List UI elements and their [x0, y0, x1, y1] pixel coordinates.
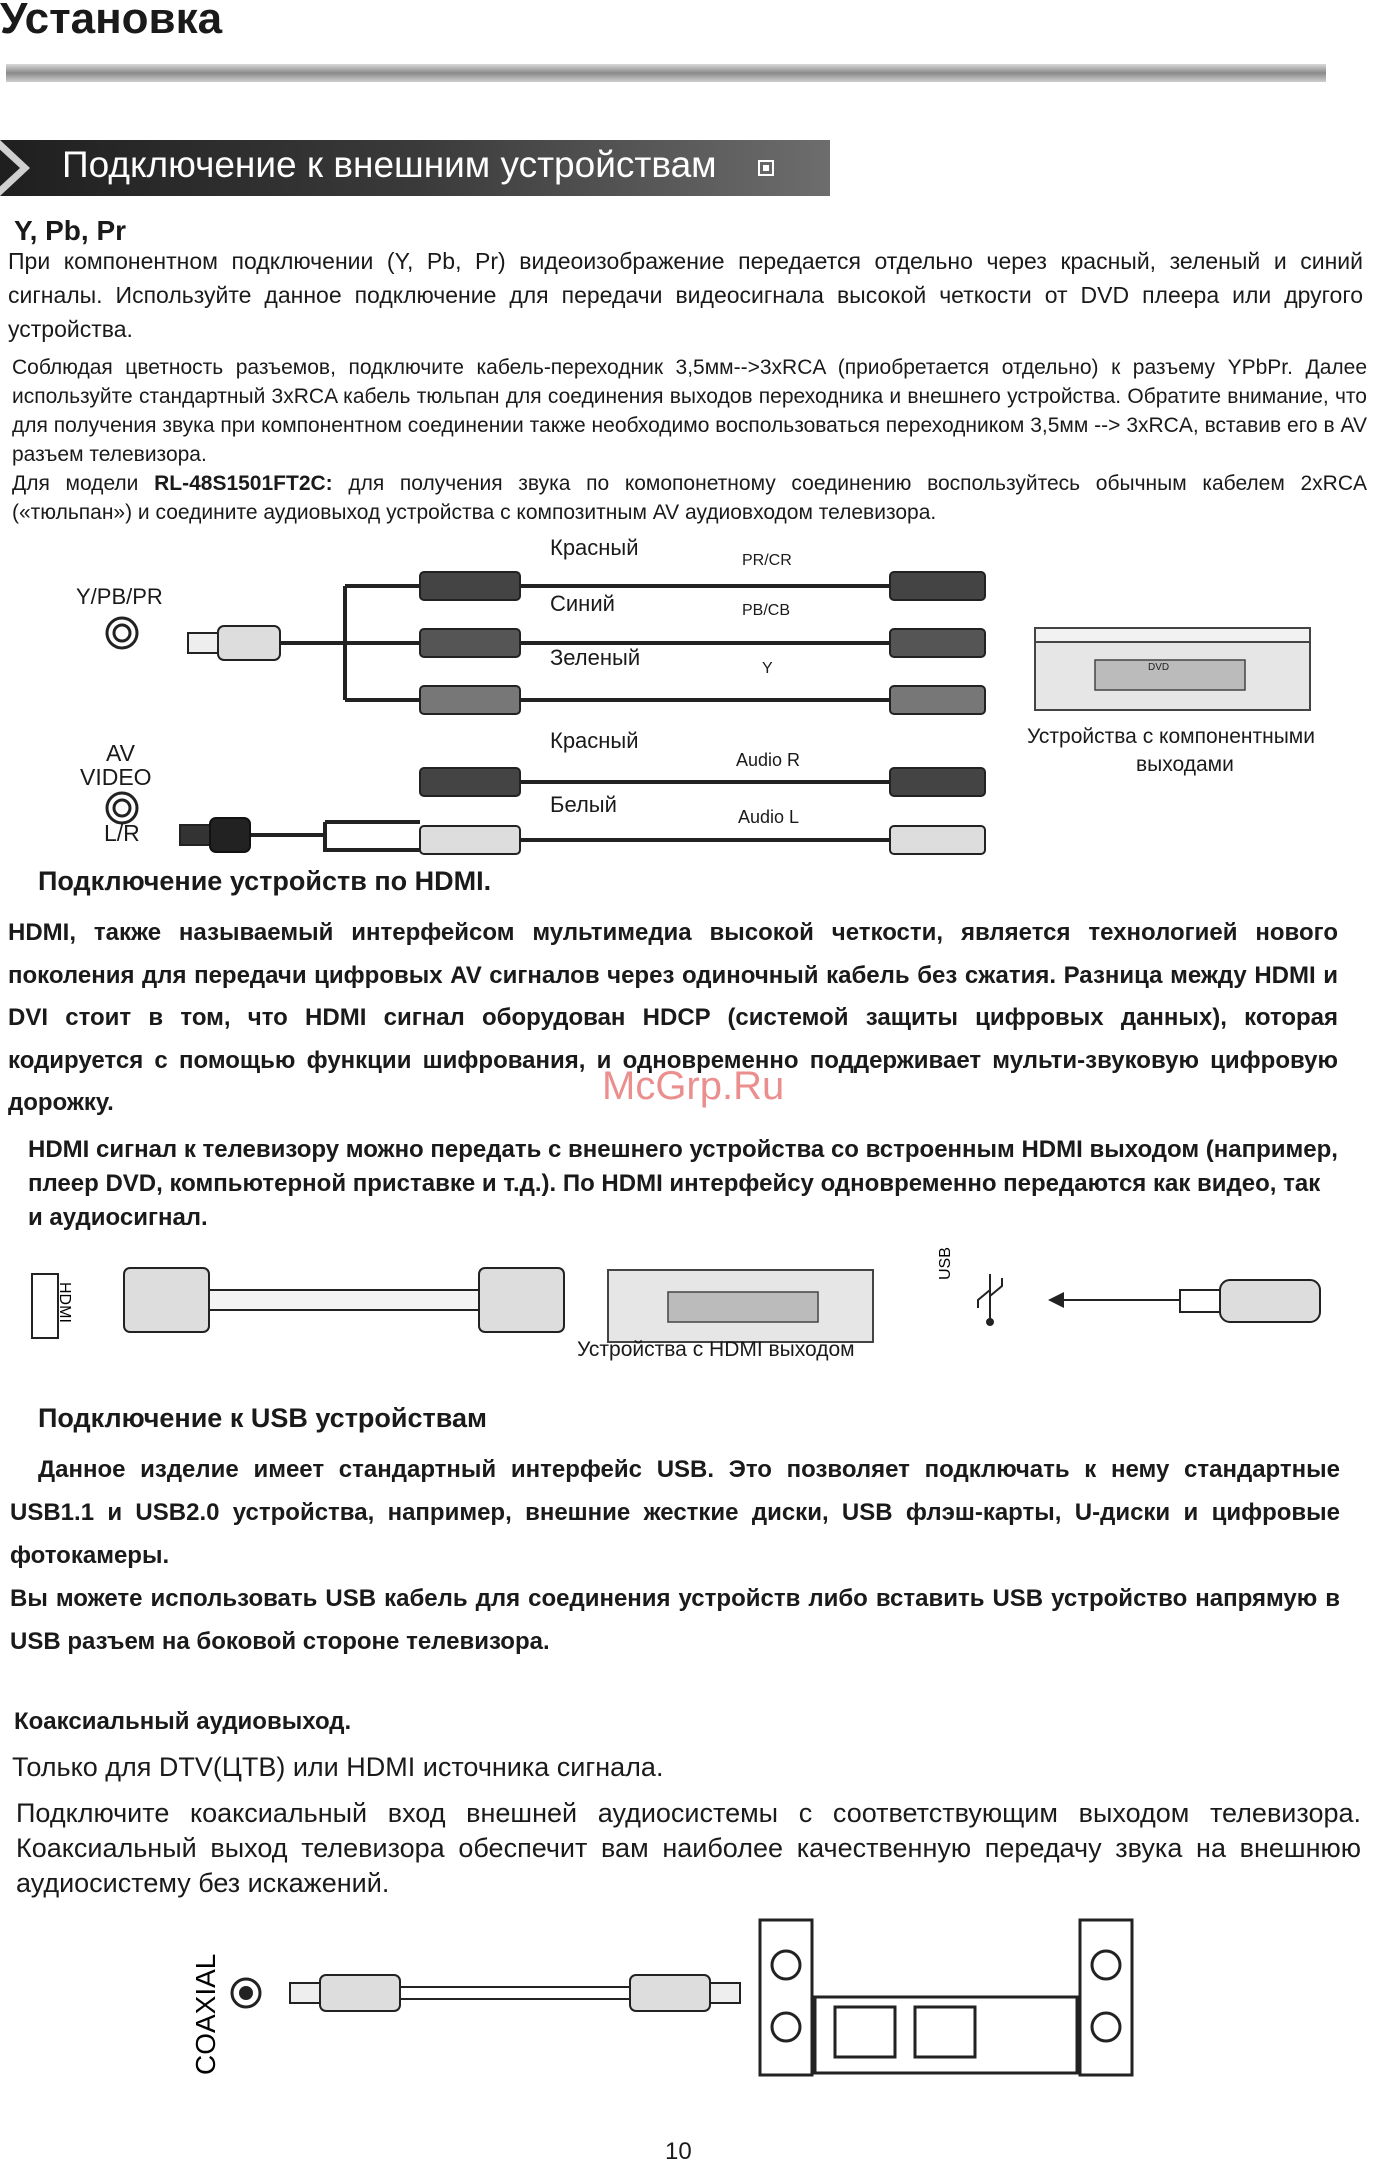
- hdmi-port-label: HDMI: [56, 1282, 73, 1323]
- rca-plug-red-left: [420, 572, 520, 600]
- dvd-player-icon: [1035, 628, 1310, 710]
- hdmi-device-caption: Устройства с HDMI выходом: [577, 1338, 855, 1361]
- usb-stick-icon: [1180, 1280, 1320, 1322]
- ypbpr-jack-icon: [107, 618, 137, 648]
- component-device-caption-2: выходами: [1136, 753, 1234, 776]
- label-red: Красный: [550, 535, 639, 560]
- usb-heading: Подключение к USB устройствам: [38, 1403, 487, 1433]
- coaxial-paragraph-2: Подключите коаксиальный вход внешней аудиосистемы с соответствующим выходом телевизора. Коаксиальный выход телевизора обеспечит вам наиболее качественную передачу звука на внешнюю аудиосистему без искажений.: [16, 1798, 1361, 1898]
- title-divider-bar: [6, 64, 1326, 82]
- model-note-prefix: Для модели: [12, 472, 155, 495]
- usb-arrow-icon: [1048, 1292, 1180, 1308]
- signal-pb-label: PB/CB: [742, 602, 791, 619]
- usb-paragraph-2: Вы можете использовать USB кабель для соединения устройств либо вставить USB устройство напрямую в USB разъем на боковой стороне телевизора.: [10, 1585, 1340, 1655]
- banner-arrow-inner-icon: [0, 146, 20, 190]
- usb-paragraph: [10, 1448, 1340, 1663]
- ypbpr-port-label: Y/PB/PR: [76, 584, 163, 609]
- usb-icon: [978, 1274, 1002, 1325]
- hdmi-paragraph-1: HDMI, также называемый интерфейсом мультимедиа высокой четкости, является технологией нового поколения для передачи цифровых AV сигналов через одиночный кабель без сжатия. Разница между HDMI и DVI стоит в том, что HDMI сигнал оборудован HDCP (системой защиты цифровых данных), которая кодируется с помощью функции шифрования, и одновременно поддерживает мульти-звуковую цифровую дорожку.: [8, 919, 1338, 1116]
- label-green: Зеленый: [550, 645, 641, 670]
- component-heading: Y, Pb, Pr: [14, 215, 127, 246]
- av-port-label-1: AV: [106, 740, 135, 766]
- label-white-audio: Белый: [550, 792, 617, 817]
- coaxial-port-label: COAXIAL: [190, 1953, 221, 2075]
- audio-system-icon: [760, 1920, 1132, 2075]
- rca-plug-white-audio-right: [890, 826, 985, 854]
- coaxial-paragraph-1: Только для DTV(ЦТВ) или HDMI источника сигнала.: [12, 1752, 664, 1782]
- rca-plug-red-right: [890, 572, 985, 600]
- usb-paragraph-1: Данное изделие имеет стандартный интерфейс USB. Это позволяет подключать к нему стандартные USB1.1 и USB2.0 устройства, например, внешние жесткие диски, USB флэш-карты, U-диски и цифровые фотокамеры.: [10, 1456, 1340, 1569]
- rca-plug-blue-right: [890, 629, 985, 657]
- component-paragraph-2a: Соблюдая цветность разъемов, подключите кабель-переходник 3,5мм-->3xRCA (приобретается отдельно) к разъему YPbPr. Далее используйте стандартный 3xRCA кабель тюльпан для соединения выходов переходника и внешнего устройства. Обратите внимание, что для получения звука при компонентном соединении также необходимо воспользоваться переходником 3,5мм --> 3xRCA, вставив его в AV разъем телевизора.: [12, 356, 1367, 466]
- coaxial-cable-icon: [290, 1975, 740, 2011]
- square-bullet-icon: [758, 160, 774, 176]
- usb-port-label: USB: [937, 1247, 954, 1280]
- dvd-player-hdmi-icon: [608, 1270, 873, 1342]
- component-device-caption-1: Устройства с компонентными: [1027, 725, 1315, 748]
- rca-plug-red-audio-left: [420, 768, 520, 796]
- hdmi-heading: Подключение устройств по HDMI.: [38, 866, 492, 896]
- rca-plug-white-audio-left: [420, 826, 520, 854]
- coaxial-jack-icon: [232, 1979, 260, 2007]
- coaxial-heading: Коаксиальный аудиовыход.: [14, 1708, 352, 1735]
- component-paragraph-2: [12, 353, 1367, 527]
- rca-plug-red-audio-right: [890, 768, 985, 796]
- rca-plug-blue-left: [420, 629, 520, 657]
- model-note-text: для получения звука по комопонетному соединению воспользуйтесь обычным кабелем 2xRCA («тюльпан») и соедините аудиовыход устройства с композитным AV аудиовходом телевизора.: [12, 472, 1368, 524]
- signal-pr-label: PR/CR: [742, 552, 792, 569]
- section-banner: [0, 140, 830, 196]
- hdmi-port-icon: [32, 1274, 58, 1338]
- hdmi-cable-icon: [124, 1268, 564, 1332]
- component-paragraph-1: При компонентном подключении (Y, Pb, Pr) видеоизображение передается отдельно через красный, зеленый и синий сигналы. Используйте данное подключение для передачи видеосигнала высокой четкости от DVD плеера или другого устройства.: [8, 248, 1363, 342]
- page-number: 10: [665, 2138, 692, 2165]
- label-red-audio: Красный: [550, 728, 639, 753]
- rca-plug-green-right: [890, 686, 985, 714]
- av-jack-icon: [107, 793, 137, 823]
- signal-audio-l-label: Audio L: [738, 807, 800, 827]
- component-connection-diagram: [0, 530, 1385, 860]
- jack-plug-icon-ypbpr: [188, 626, 280, 660]
- dvd-logo-text: DVD: [1148, 662, 1170, 673]
- section-banner-title: Подключение к внешним устройствам: [62, 144, 717, 185]
- coaxial-diagram: [0, 1915, 1385, 2085]
- page-title: Установка: [0, 0, 223, 43]
- signal-y-label: Y: [762, 660, 773, 677]
- rca-plug-green-left: [420, 686, 520, 714]
- watermark-text: McGrp.Ru: [602, 1064, 785, 1108]
- av-port-label-3: L/R: [104, 820, 140, 846]
- label-blue: Синий: [550, 591, 615, 616]
- model-number: RL-48S1501FT2C:: [154, 472, 333, 495]
- hdmi-paragraph-2: HDMI сигнал к телевизору можно передать с внешнего устройства со встроенным HDMI выходом (например, плеер DVD, компьютерной приставке и т.д.). По HDMI интерфейсу одновременно передаются как видео, так и аудиосигнал.: [28, 1136, 1338, 1231]
- jack-plug-icon-av: [180, 818, 250, 852]
- av-port-label-2: VIDEO: [80, 764, 152, 790]
- signal-audio-r-label: Audio R: [736, 750, 801, 770]
